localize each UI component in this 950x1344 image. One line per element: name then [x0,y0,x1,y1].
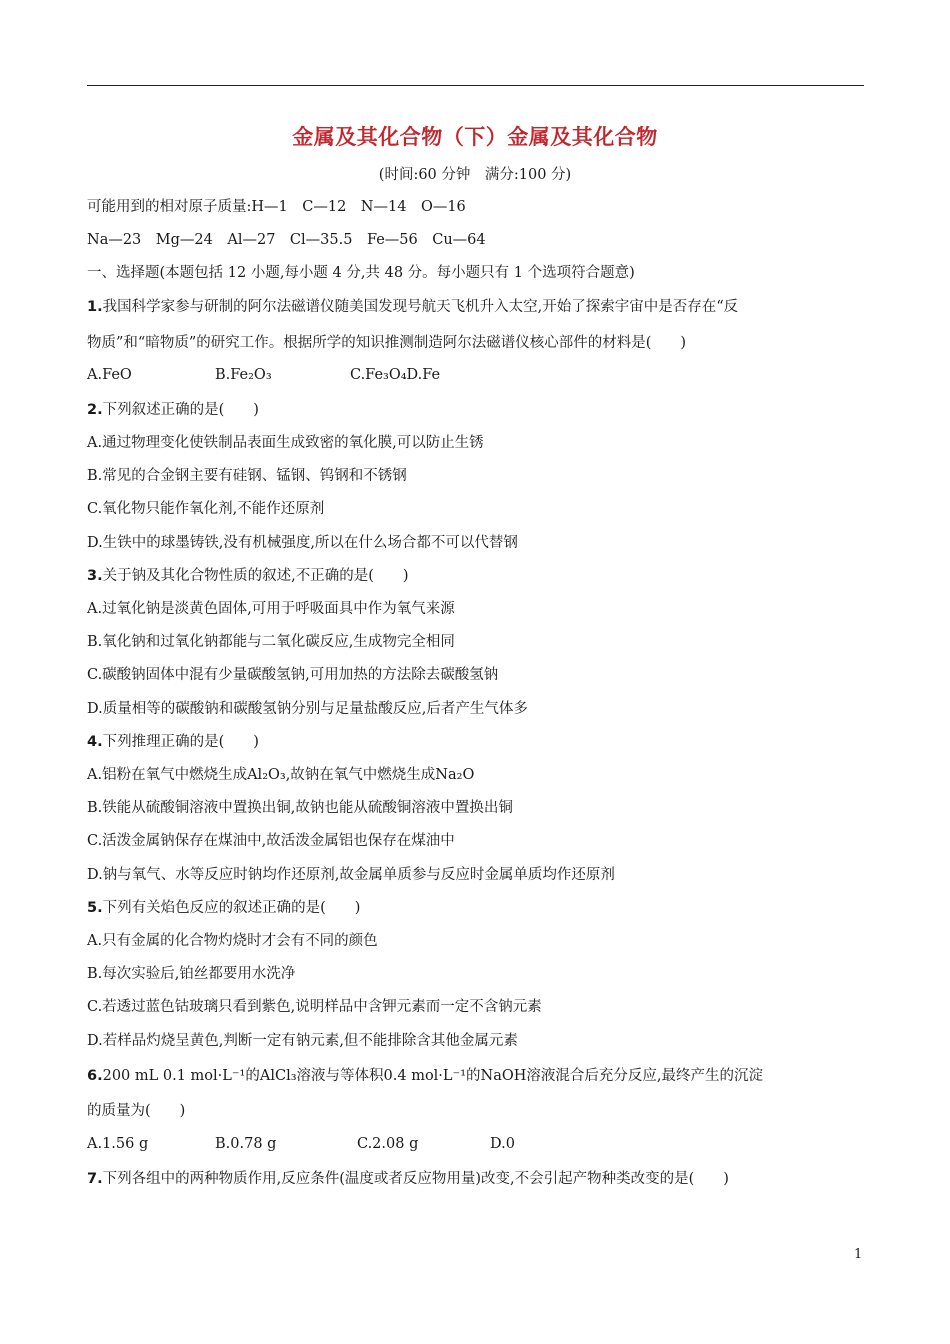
question-number: 2. [87,402,103,418]
option-a: A.FeO [87,367,132,383]
question-number: 6. [87,1068,103,1084]
header-rule [87,85,864,86]
question-number: 4. [87,734,103,750]
question-1 [87,297,738,317]
option-c: C.碳酸钠固体中混有少量碳酸氢钠,可用加热的方法除去碳酸氢钠 [87,667,499,683]
question-1-options [87,367,864,387]
option-d: D.质量相等的碳酸钠和碳酸氢钠分别与足量盐酸反应,后者产生气体多 [87,701,528,717]
question-number: 1. [87,299,103,315]
option-b: B.Fe₂O₃ [215,367,272,383]
page-number: 1 [854,1247,863,1262]
question-number: 5. [87,900,103,916]
option-d: D.钠与氧气、水等反应时钠均作还原剂,故金属单质参与反应时金属单质均作还原剂 [87,867,615,883]
option-b: B.氧化钠和过氧化钠都能与二氧化碳反应,生成物完全相同 [87,634,455,650]
question-text: 下列有关焰色反应的叙述正确的是( ) [102,900,361,916]
option-a: A.只有金属的化合物灼烧时才会有不同的颜色 [87,933,378,949]
option-c: C.2.08 g [357,1136,419,1152]
option-b: B.铁能从硫酸铜溶液中置换出铜,故钠也能从硫酸铜溶液中置换出铜 [87,800,513,816]
option-d: D.生铁中的球墨铸铁,没有机械强度,所以在什么场合都不可以代替钢 [87,535,518,551]
option-a: A.过氧化钠是淡黄色固体,可用于呼吸面具中作为氧气来源 [87,601,455,617]
question-1-cont: 物质”和“暗物质”的研究工作。根据所学的知识推测制造阿尔法磁谱仪核心部件的材料是( ) [87,335,687,351]
question-4 [87,732,259,752]
option-c: C.氧化物只能作氧化剂,不能作还原剂 [87,501,325,517]
option-a: A.通过物理变化使铁制品表面生成致密的氧化膜,可以防止生锈 [87,435,484,451]
option-b: B.常见的合金钢主要有硅钢、锰钢、钨钢和不锈钢 [87,468,407,484]
option-a: A.1.56 g [87,1136,149,1152]
question-number: 3. [87,568,103,584]
exam-time-score: (时间:60 分钟 满分:100 分) [378,167,572,183]
question-text: 下列各组中的两种物质作用,反应条件(温度或者反应物用量)改变,不会引起产物种类改变的是( ) [102,1171,729,1187]
option-c: C.若透过蓝色钴玻璃只看到紫色,说明样品中含钾元素而一定不含钠元素 [87,999,542,1015]
option-a: A.铝粉在氧气中燃烧生成Al₂O₃,故钠在氧气中燃烧生成Na₂O [87,767,475,783]
document-title: 金属及其化合物（下）金属及其化合物 [292,125,658,149]
atomic-masses-line2: Na—23 Mg—24 Al—27 Cl—35.5 Fe—56 Cu—64 [87,232,486,248]
question-text: 下列叙述正确的是( ) [102,402,259,418]
option-c-d: C.Fe₃O₄D.Fe [350,367,441,383]
question-7 [87,1169,729,1189]
option-c: C.活泼金属钠保存在煤油中,故活泼金属铝也保存在煤油中 [87,833,455,849]
question-2 [87,400,259,420]
question-6 [87,1066,763,1086]
option-d: D.若样品灼烧呈黄色,判断一定有钠元素,但不能排除含其他金属元素 [87,1033,518,1049]
question-text: 下列推理正确的是( ) [102,734,259,750]
question-number: 7. [87,1171,103,1187]
option-b: B.每次实验后,铂丝都要用水洗净 [87,966,296,982]
atomic-masses-line1: 可能用到的相对原子质量:H—1 C—12 N—14 O—16 [87,199,466,215]
question-6-cont: 的质量为( ) [87,1103,186,1119]
question-5 [87,898,360,918]
question-text: 200 mL 0.1 mol·L⁻¹的AlCl₃溶液与等体积0.4 mol·L⁻¹的NaOH溶液混合后充分反应,最终产生的沉淀 [102,1068,763,1084]
option-b: B.0.78 g [215,1136,277,1152]
question-text: 关于钠及其化合物性质的叙述,不正确的是( ) [102,568,409,584]
question-3 [87,566,409,586]
question-6-options [87,1136,864,1156]
question-text: 我国科学家参与研制的阿尔法磁谱仪随美国发现号航天飞机升入太空,开始了探索宇宙中是否存在“反 [102,299,739,315]
option-d: D.0 [490,1136,515,1152]
section-heading: 一、选择题(本题包括 12 小题,每小题 4 分,共 48 分。每小题只有 1 个选项符合题意) [87,265,635,281]
